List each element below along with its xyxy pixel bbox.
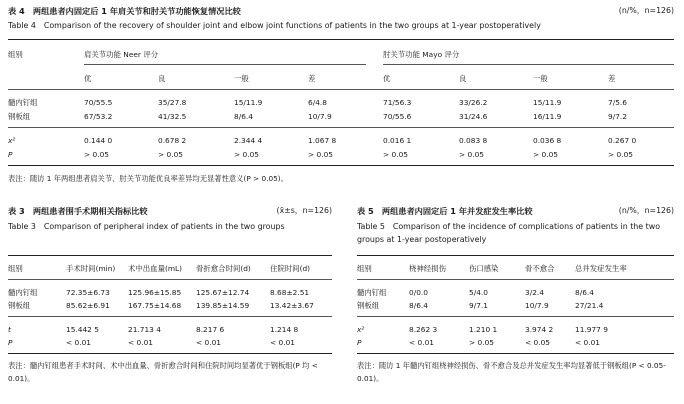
table-cell: 15.442 5 (66, 325, 99, 334)
table3-bottom-rule (8, 353, 332, 354)
table4-body-rule (8, 127, 674, 128)
table-cell: > 0.05 (459, 150, 484, 159)
row-label: P (8, 338, 13, 347)
table-cell: 15/11.9 (533, 98, 562, 107)
table-cell: 8.217 6 (196, 325, 225, 334)
table-cell: 0.016 1 (383, 136, 412, 145)
table-cell: 167.75±14.68 (128, 301, 182, 310)
table-cell: 67/53.2 (84, 112, 113, 121)
table-row (0, 97, 684, 109)
table-cell: 0.678 2 (158, 136, 187, 145)
table-row (357, 324, 674, 336)
table4-note: 表注：随访 1 年两组患者肩关节、肘关节功能优良率差异均无显著性意义(P > 0.05)。 (8, 174, 288, 183)
table4-neer-header: 肩关节功能 Neer 评分 (84, 50, 159, 59)
table4-subheader-row (0, 73, 684, 85)
table3-body-rule (8, 316, 332, 317)
table4-header-group: 组别 (8, 50, 23, 59)
table-cell: < 0.01 (66, 338, 91, 347)
table5-header-rule (357, 279, 674, 280)
table5-body-rule (357, 316, 674, 317)
row-label: 髓内钉组 (8, 288, 38, 297)
table-cell: 9/7.2 (608, 112, 627, 121)
table-cell: 8.68±2.51 (270, 288, 310, 297)
table4 (0, 0, 684, 195)
table-cell: 125.67±12.74 (196, 288, 250, 297)
table-cell: 8/6.4 (575, 288, 594, 297)
table-row (0, 149, 684, 161)
row-label: P (357, 338, 362, 347)
column-header: 一般 (234, 74, 249, 83)
column-header: 差 (308, 74, 316, 83)
row-label: x² (8, 136, 16, 145)
table-cell: 125.96±15.85 (128, 288, 182, 297)
table-cell: 8.262 3 (409, 325, 438, 334)
table4-unit: (n/%，n=126) (618, 6, 674, 15)
row-label: 髓内钉组 (357, 288, 387, 297)
table-cell: 8/6.4 (409, 301, 428, 310)
column-header: 伤口感染 (469, 264, 499, 273)
table-cell: 3.974 2 (525, 325, 554, 334)
table5-subtitle: Table 5 Comparison of the incidence of complications of patients in the two groups at 1-year postoperatively (357, 222, 661, 244)
table3-header-rule (8, 279, 332, 280)
table-cell: 33/26.2 (459, 98, 488, 107)
table-cell: 85.62±6.91 (66, 301, 110, 310)
table-cell: 2.344 4 (234, 136, 263, 145)
table-cell: 6/4.8 (308, 98, 327, 107)
table-cell: 11.977 9 (575, 325, 608, 334)
table-cell: 0.144 0 (84, 136, 113, 145)
table-cell: 3/2.4 (525, 288, 544, 297)
table5-title: 表 5 两组患者内固定后 1 年并发症发生率比较 (357, 206, 533, 216)
table-row (8, 324, 332, 336)
table-cell: 72.35±6.73 (66, 288, 110, 297)
column-header: 优 (383, 74, 391, 83)
table3-header-row (8, 263, 332, 275)
table-row (357, 287, 674, 299)
table4-neer-rule (84, 64, 366, 65)
table-row (8, 337, 332, 349)
table5 (357, 200, 674, 404)
table-row (0, 111, 684, 123)
column-header: 总并发症发生率 (575, 264, 627, 273)
column-header: 良 (459, 74, 467, 83)
column-header: 骨折愈合时间(d) (196, 264, 251, 273)
table-cell: 7/5.6 (608, 98, 627, 107)
table4-mayo-header: 肘关节功能 Mayo 评分 (383, 50, 460, 59)
column-header: 手术时间(min) (66, 264, 116, 273)
column-header: 差 (608, 74, 616, 83)
table-cell: 1.067 8 (308, 136, 337, 145)
table-cell: < 0.01 (196, 338, 221, 347)
row-label: P (8, 150, 13, 159)
table-cell: 5/4.0 (469, 288, 488, 297)
table4-top-rule (8, 39, 674, 40)
row-label: x² (357, 325, 365, 334)
table-cell: 10/7.9 (308, 112, 332, 121)
table-cell: > 0.05 (308, 150, 333, 159)
column-header: 一般 (533, 74, 548, 83)
table-cell: < 0.01 (409, 338, 434, 347)
table3 (8, 200, 332, 404)
table-row (0, 135, 684, 147)
table3-unit: (x̄±s，n=126) (276, 206, 332, 215)
table-cell: 8/6.4 (234, 112, 253, 121)
table-cell: 21.713 4 (128, 325, 161, 334)
table4-bottom-rule (8, 165, 674, 166)
table-cell: > 0.05 (84, 150, 109, 159)
table4-title: 表 4 两组患者内固定后 1 年肩关节和肘关节功能恢复情况比较 (8, 6, 241, 16)
table-cell: < 0.01 (128, 338, 153, 347)
table-cell: > 0.05 (469, 338, 494, 347)
table-cell: 27/21.4 (575, 301, 604, 310)
row-label: 髓内钉组 (8, 98, 38, 107)
column-header: 优 (84, 74, 92, 83)
table-cell: 41/32.5 (158, 112, 187, 121)
table-cell: 31/24.6 (459, 112, 488, 121)
table-cell: 0.083 8 (459, 136, 488, 145)
table-cell: < 0.01 (575, 338, 600, 347)
column-header: 术中出血量(mL) (128, 264, 183, 273)
table-cell: 13.42±3.67 (270, 301, 314, 310)
row-label: t (8, 325, 11, 334)
column-header: 骨不愈合 (525, 264, 555, 273)
table-cell: 9/7.1 (469, 301, 488, 310)
table-cell: 139.85±14.59 (196, 301, 250, 310)
column-header: 组别 (357, 264, 372, 273)
table3-subtitle: Table 3 Comparison of peripheral index of patients in the two groups (8, 222, 285, 231)
table5-bottom-rule (357, 353, 674, 354)
table-cell: < 0.01 (270, 338, 295, 347)
table-row (357, 300, 674, 312)
table-row (8, 287, 332, 299)
table3-title: 表 3 两组患者围手术期相关指标比较 (8, 206, 148, 216)
table-cell: > 0.05 (533, 150, 558, 159)
table-cell: 16/11.9 (533, 112, 562, 121)
table-cell: > 0.05 (383, 150, 408, 159)
column-header: 桡神经损伤 (409, 264, 446, 273)
table-row (8, 300, 332, 312)
row-label: 钢板组 (8, 112, 31, 121)
row-label: 钢板组 (8, 301, 31, 310)
table4-mayo-rule (383, 64, 674, 65)
table-cell: 1.214 8 (270, 325, 299, 334)
table-cell: < 0.05 (525, 338, 550, 347)
row-label: 钢板组 (357, 301, 380, 310)
table4-subtitle: Table 4 Comparison of the recovery of shoulder joint and elbow joint functions of patients in the two groups at 1-year postoperatively (8, 21, 541, 30)
table-cell: 0/0.0 (409, 288, 428, 297)
table-cell: > 0.05 (234, 150, 259, 159)
table-cell: > 0.05 (158, 150, 183, 159)
table-row (357, 337, 674, 349)
table4-header-rule (8, 89, 674, 90)
column-header: 组别 (8, 264, 23, 273)
table-cell: 70/55.5 (84, 98, 113, 107)
table-cell: 71/56.3 (383, 98, 412, 107)
table-cell: 0.267 0 (608, 136, 637, 145)
table5-top-rule (357, 255, 674, 256)
table-cell: 1.210 1 (469, 325, 498, 334)
column-header: 良 (158, 74, 166, 83)
table5-note: 表注：随访 1 年髓内钉组桡神经损伤、骨不愈合及总并发症发生率均显著低于钢板组(P < 0.05-0.01)。 (357, 361, 666, 383)
table-cell: 10/7.9 (525, 301, 549, 310)
table5-header-row (357, 263, 674, 275)
column-header: 住院时间(d) (270, 264, 311, 273)
table-cell: 15/11.9 (234, 98, 263, 107)
table3-top-rule (8, 255, 332, 256)
table5-unit: (n/%，n=126) (618, 206, 674, 215)
table-cell: > 0.05 (608, 150, 633, 159)
table-cell: 70/55.6 (383, 112, 412, 121)
table-cell: 35/27.8 (158, 98, 187, 107)
table-cell: 0.036 8 (533, 136, 562, 145)
table3-note: 表注：髓内钉组患者手术时间、术中出血量、骨折愈合时间和住院时间均显著优于钢板组(P 均 < 0.01)。 (8, 361, 318, 383)
